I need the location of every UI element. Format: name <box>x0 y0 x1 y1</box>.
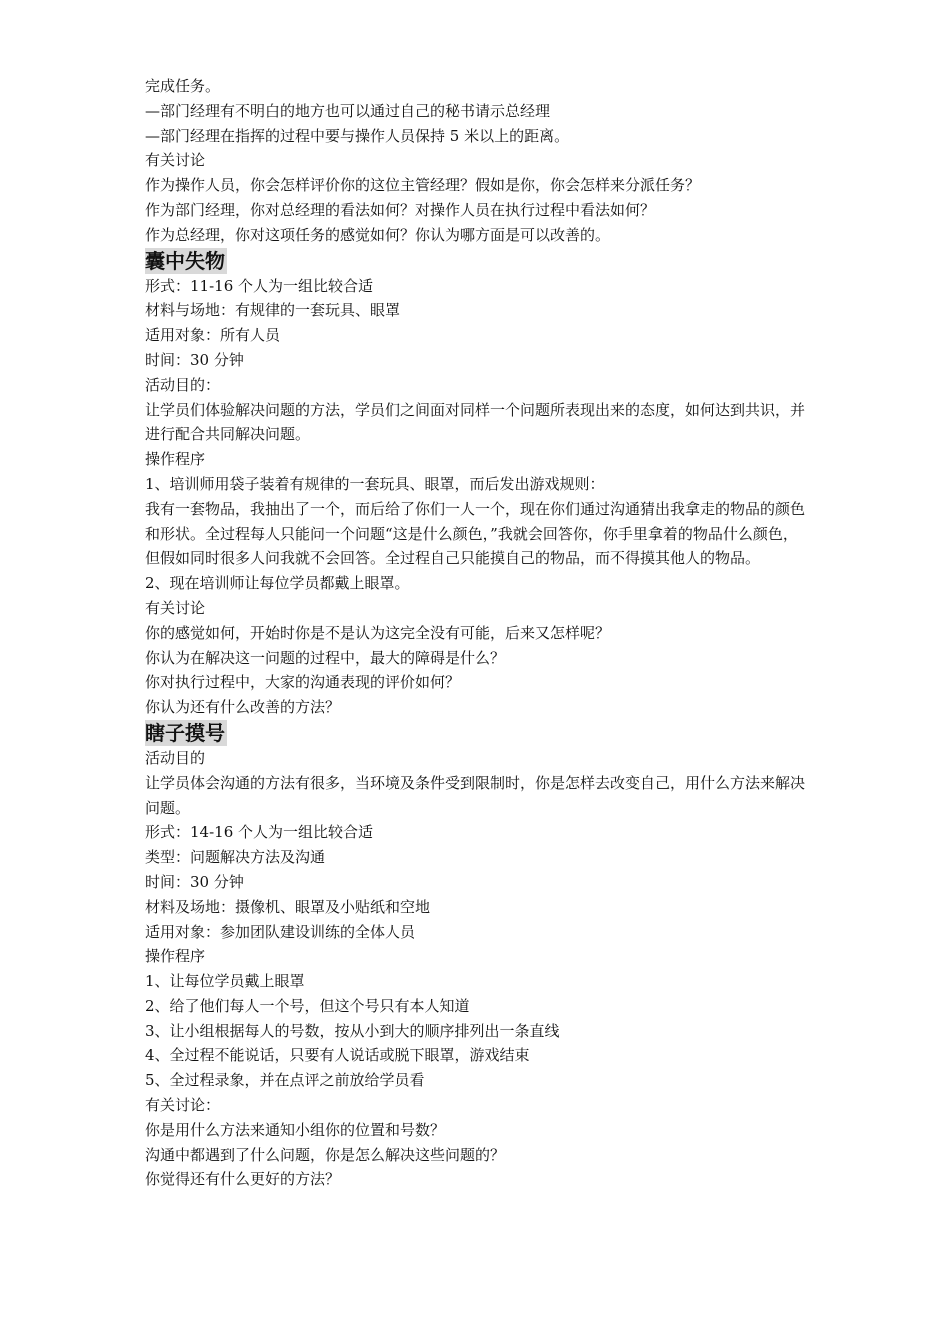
document-page <box>145 74 810 1192</box>
paragraph: 2、现在培训师让每位学员都戴上眼罩。 <box>145 574 410 593</box>
discussion-question: 你对执行过程中，大家的沟通表现的评价如何？ <box>145 673 461 692</box>
discussion-question: 你认为在解决这一问题的过程中，最大的障碍是什么？ <box>145 648 506 667</box>
paragraph: 让学员们体验解决问题的方法，学员们之间面对同样一个问题所表现出来的态度，如何达到共识，并进行配合共同解决问题。 <box>145 400 806 444</box>
discussion-question: 你是用什么方法来通知小组你的位置和号数？ <box>145 1120 446 1139</box>
discussion-label: 有关讨论： <box>145 1096 221 1115</box>
paragraph: 类型：问题解决方法及沟通 <box>145 848 326 867</box>
paragraph: 我有一套物品，我抽出了一个，而后给了你们一人一个，现在你们通过沟通猜出我拿走的物品的颜色和形状。全过程每人只能问一个问题“这是什么颜色，”我就会回答你，你手里拿着的物品什么颜色，但假如同时很多人问我就不会回答。全过程自己只能摸自己的物品，而不得摸其他人的物品。 <box>145 499 806 568</box>
section-blind-number-game <box>145 720 810 1192</box>
section-heading: 瞎子摸号 <box>145 720 225 745</box>
paragraph: 材料与场地：有规律的一套玩具、眼罩 <box>145 301 401 320</box>
step-item: 4、全过程不能说话，只要有人说话或脱下眼罩，游戏结束 <box>145 1046 530 1065</box>
paragraph: 形式：14-16 个人为一组比较合适 <box>145 823 374 842</box>
discussion-question: 你认为还有什么改善的方法？ <box>145 698 341 717</box>
paragraph: 适用对象：参加团队建设训练的全体人员 <box>145 922 416 941</box>
discussion-question: 沟通中都遇到了什么问题，你是怎么解决这些问题的？ <box>145 1145 506 1164</box>
paragraph: 活动目的 <box>145 748 206 767</box>
paragraph: 活动目的： <box>145 375 221 394</box>
section-lost-item-game <box>145 248 810 720</box>
step-item: 2、给了他们每人一个号，但这个号只有本人知道 <box>145 996 470 1015</box>
paragraph: 时间：30 分钟 <box>145 872 244 891</box>
section-intro <box>145 74 810 248</box>
step-item: 5、全过程录象，并在点评之前放给学员看 <box>145 1071 425 1090</box>
discussion-question: 你的感觉如何，开始时你是不是认为这完全没有可能，后来又怎样呢？ <box>145 623 611 642</box>
paragraph: 时间：30 分钟 <box>145 350 244 369</box>
paragraph: 完成任务。 <box>145 77 221 95</box>
paragraph: 1、培训师用袋子装着有规律的一套玩具、眼罩，而后发出游戏规则： <box>145 474 605 493</box>
paragraph: 操作程序 <box>145 450 206 469</box>
paragraph: 形式：11-16 个人为一组比较合适 <box>145 276 374 295</box>
step-item: 1、让每位学员戴上眼罩 <box>145 972 305 991</box>
discussion-label: 有关讨论 <box>145 598 206 617</box>
paragraph: —部门经理有不明白的地方也可以通过自己的秘书请示总经理 <box>145 101 551 120</box>
paragraph: 操作程序 <box>145 947 206 966</box>
discussion-question: 作为操作人员，你会怎样评价你的这位主管经理？假如是你，你会怎样来分派任务？ <box>145 176 701 195</box>
paragraph: 让学员体会沟通的方法有很多，当环境及条件受到限制时，你是怎样去改变自己，用什么方法来解决问题。 <box>145 773 806 817</box>
discussion-question: 你觉得还有什么更好的方法？ <box>145 1170 341 1189</box>
paragraph: 材料及场地：摄像机、眼罩及小贴纸和空地 <box>145 897 431 916</box>
paragraph: 适用对象：所有人员 <box>145 326 281 345</box>
section-heading: 囊中失物 <box>145 248 225 273</box>
step-item: 3、让小组根据每人的号数，按从小到大的顺序排列出一条直线 <box>145 1021 560 1040</box>
discussion-label: 有关讨论 <box>145 151 206 170</box>
paragraph: —部门经理在指挥的过程中要与操作人员保持 5 米以上的距离。 <box>145 126 570 145</box>
discussion-question: 作为总经理，你对这项任务的感觉如何？你认为哪方面是可以改善的。 <box>145 225 611 244</box>
discussion-question: 作为部门经理，你对总经理的看法如何？对操作人员在执行过程中看法如何？ <box>145 200 656 219</box>
